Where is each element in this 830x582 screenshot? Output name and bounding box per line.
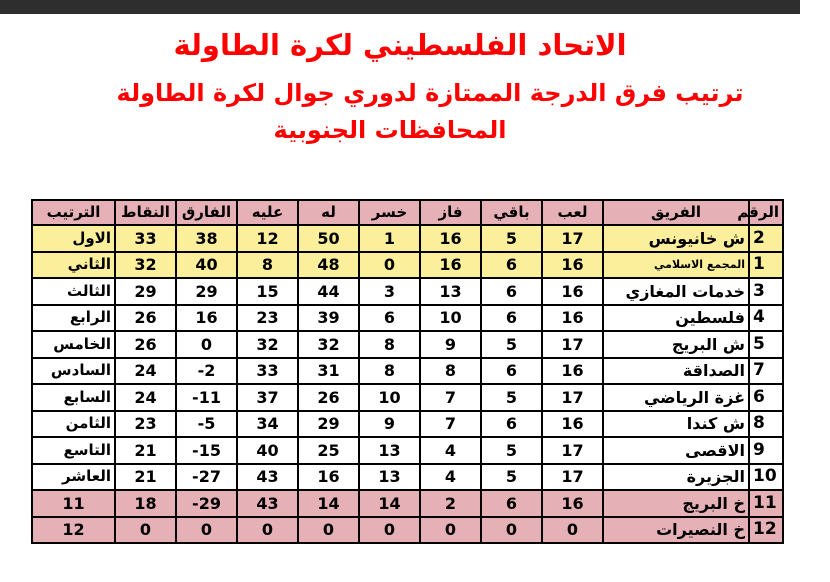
cell-for: 0 xyxy=(298,517,359,544)
cell-rank-no: 8 xyxy=(749,411,783,438)
cell-won: 7 xyxy=(420,384,481,411)
cell-won: 2 xyxy=(420,490,481,517)
cell-position: الثالث xyxy=(32,278,115,305)
cell-diff: 27- xyxy=(176,464,237,491)
table-header-row xyxy=(32,200,783,225)
cell-lost: 13 xyxy=(359,464,420,491)
cell-rank-no: 3 xyxy=(749,278,783,305)
cell-rank-no: 11 xyxy=(749,490,783,517)
cell-for: 48 xyxy=(298,252,359,279)
cell-diff: 16 xyxy=(176,305,237,332)
cell-team: خدمات المغازي xyxy=(603,278,749,305)
table-row xyxy=(32,490,783,517)
cell-points: 21 xyxy=(115,464,176,491)
cell-won: 16 xyxy=(420,252,481,279)
cell-remaining: 5 xyxy=(481,464,542,491)
cell-points: 26 xyxy=(115,305,176,332)
cell-points: 33 xyxy=(115,225,176,252)
cell-against: 43 xyxy=(237,490,298,517)
cell-for: 39 xyxy=(298,305,359,332)
standings-table xyxy=(31,199,784,544)
cell-team: الجزيرة xyxy=(603,464,749,491)
cell-position: الثاني xyxy=(32,252,115,279)
cell-for: 26 xyxy=(298,384,359,411)
cell-position: السادس xyxy=(32,358,115,385)
cell-team: ش خانيونس xyxy=(603,225,749,252)
cell-for: 50 xyxy=(298,225,359,252)
cell-for: 29 xyxy=(298,411,359,438)
cell-against: 32 xyxy=(237,331,298,358)
cell-for: 31 xyxy=(298,358,359,385)
cell-for: 14 xyxy=(298,490,359,517)
header-rank-no: الرقم xyxy=(749,200,783,225)
cell-played: 17 xyxy=(542,437,603,464)
cell-diff: 0 xyxy=(176,517,237,544)
table-row xyxy=(32,278,783,305)
cell-points: 24 xyxy=(115,384,176,411)
top-bar xyxy=(0,0,800,14)
page-subtitle-region: المحافظات الجنوبية xyxy=(273,116,507,144)
table-row xyxy=(32,517,783,544)
cell-played: 16 xyxy=(542,490,603,517)
cell-team: غزة الرياضي xyxy=(603,384,749,411)
cell-against: 34 xyxy=(237,411,298,438)
cell-remaining: 5 xyxy=(481,225,542,252)
table-row xyxy=(32,437,783,464)
cell-rank-no: 9 xyxy=(749,437,783,464)
cell-won: 8 xyxy=(420,358,481,385)
cell-position: الاول xyxy=(32,225,115,252)
cell-won: 4 xyxy=(420,464,481,491)
cell-rank-no: 5 xyxy=(749,331,783,358)
table-row xyxy=(32,225,783,252)
cell-against: 15 xyxy=(237,278,298,305)
cell-played: 16 xyxy=(542,252,603,279)
cell-against: 12 xyxy=(237,225,298,252)
cell-rank-no: 1 xyxy=(749,252,783,279)
cell-played: 16 xyxy=(542,305,603,332)
cell-diff: 5- xyxy=(176,411,237,438)
cell-won: 10 xyxy=(420,305,481,332)
cell-remaining: 6 xyxy=(481,411,542,438)
cell-played: 17 xyxy=(542,384,603,411)
cell-against: 23 xyxy=(237,305,298,332)
cell-remaining: 5 xyxy=(481,331,542,358)
table-row xyxy=(32,331,783,358)
cell-position: التاسع xyxy=(32,437,115,464)
cell-remaining: 6 xyxy=(481,278,542,305)
cell-lost: 8 xyxy=(359,331,420,358)
cell-rank-no: 2 xyxy=(749,225,783,252)
cell-remaining: 6 xyxy=(481,305,542,332)
header-won: فاز xyxy=(420,200,481,225)
cell-won: 9 xyxy=(420,331,481,358)
cell-for: 25 xyxy=(298,437,359,464)
cell-remaining: 5 xyxy=(481,384,542,411)
page-title: الاتحاد الفلسطيني لكرة الطاولة xyxy=(173,28,627,62)
table-row xyxy=(32,464,783,491)
cell-played: 17 xyxy=(542,464,603,491)
cell-remaining: 6 xyxy=(481,252,542,279)
cell-diff: 38 xyxy=(176,225,237,252)
header-played: لعب xyxy=(542,200,603,225)
cell-lost: 1 xyxy=(359,225,420,252)
cell-rank-no: 6 xyxy=(749,384,783,411)
cell-for: 16 xyxy=(298,464,359,491)
cell-against: 40 xyxy=(237,437,298,464)
cell-rank-no: 10 xyxy=(749,464,783,491)
cell-team: خ النصيرات xyxy=(603,517,749,544)
table-row xyxy=(32,411,783,438)
cell-lost: 0 xyxy=(359,517,420,544)
table-row xyxy=(32,305,783,332)
cell-against: 33 xyxy=(237,358,298,385)
cell-position: الخامس xyxy=(32,331,115,358)
cell-played: 17 xyxy=(542,225,603,252)
cell-position: الرابع xyxy=(32,305,115,332)
cell-lost: 9 xyxy=(359,411,420,438)
cell-team: ش كندا xyxy=(603,411,749,438)
cell-diff: 11- xyxy=(176,384,237,411)
cell-played: 0 xyxy=(542,517,603,544)
cell-for: 32 xyxy=(298,331,359,358)
cell-points: 29 xyxy=(115,278,176,305)
cell-diff: 15- xyxy=(176,437,237,464)
cell-against: 8 xyxy=(237,252,298,279)
cell-points: 32 xyxy=(115,252,176,279)
header-remaining: باقي xyxy=(481,200,542,225)
cell-for: 44 xyxy=(298,278,359,305)
cell-remaining: 0 xyxy=(481,517,542,544)
cell-diff: 29- xyxy=(176,490,237,517)
cell-points: 0 xyxy=(115,517,176,544)
cell-won: 0 xyxy=(420,517,481,544)
page-subtitle: ترتيب فرق الدرجة الممتازة لدوري جوال لكرة الطاولة xyxy=(116,79,744,107)
cell-team: الاقصى xyxy=(603,437,749,464)
cell-team: الصداقة xyxy=(603,358,749,385)
header-team: الفريق xyxy=(603,200,749,225)
header-for: له xyxy=(298,200,359,225)
cell-position: العاشر xyxy=(32,464,115,491)
cell-diff: 40 xyxy=(176,252,237,279)
table-row xyxy=(32,252,783,279)
cell-points: 26 xyxy=(115,331,176,358)
cell-team: ش البريج xyxy=(603,331,749,358)
table-row xyxy=(32,384,783,411)
table-row xyxy=(32,358,783,385)
cell-played: 16 xyxy=(542,358,603,385)
cell-against: 37 xyxy=(237,384,298,411)
header-points: النقاط xyxy=(115,200,176,225)
cell-remaining: 6 xyxy=(481,490,542,517)
cell-lost: 10 xyxy=(359,384,420,411)
cell-lost: 14 xyxy=(359,490,420,517)
cell-team: المجمع الاسلامي xyxy=(603,252,749,279)
cell-rank-no: 12 xyxy=(749,517,783,544)
cell-lost: 8 xyxy=(359,358,420,385)
cell-remaining: 5 xyxy=(481,437,542,464)
cell-position: 12 xyxy=(32,517,115,544)
cell-lost: 3 xyxy=(359,278,420,305)
header-against: عليه xyxy=(237,200,298,225)
cell-lost: 13 xyxy=(359,437,420,464)
cell-points: 21 xyxy=(115,437,176,464)
cell-diff: 29 xyxy=(176,278,237,305)
header-lost: خسر xyxy=(359,200,420,225)
cell-diff: 2- xyxy=(176,358,237,385)
cell-against: 43 xyxy=(237,464,298,491)
cell-won: 13 xyxy=(420,278,481,305)
cell-diff: 0 xyxy=(176,331,237,358)
cell-played: 16 xyxy=(542,411,603,438)
cell-position: السابع xyxy=(32,384,115,411)
cell-lost: 6 xyxy=(359,305,420,332)
cell-lost: 0 xyxy=(359,252,420,279)
cell-won: 4 xyxy=(420,437,481,464)
cell-played: 17 xyxy=(542,331,603,358)
cell-position: الثامن xyxy=(32,411,115,438)
cell-points: 18 xyxy=(115,490,176,517)
cell-position: 11 xyxy=(32,490,115,517)
cell-team: فلسطين xyxy=(603,305,749,332)
cell-against: 0 xyxy=(237,517,298,544)
cell-points: 23 xyxy=(115,411,176,438)
cell-points: 24 xyxy=(115,358,176,385)
cell-remaining: 6 xyxy=(481,358,542,385)
cell-won: 7 xyxy=(420,411,481,438)
cell-won: 16 xyxy=(420,225,481,252)
cell-played: 16 xyxy=(542,278,603,305)
header-position: الترتيب xyxy=(32,200,115,225)
cell-rank-no: 7 xyxy=(749,358,783,385)
header-diff: الفارق xyxy=(176,200,237,225)
cell-rank-no: 4 xyxy=(749,305,783,332)
cell-team: خ البريج xyxy=(603,490,749,517)
